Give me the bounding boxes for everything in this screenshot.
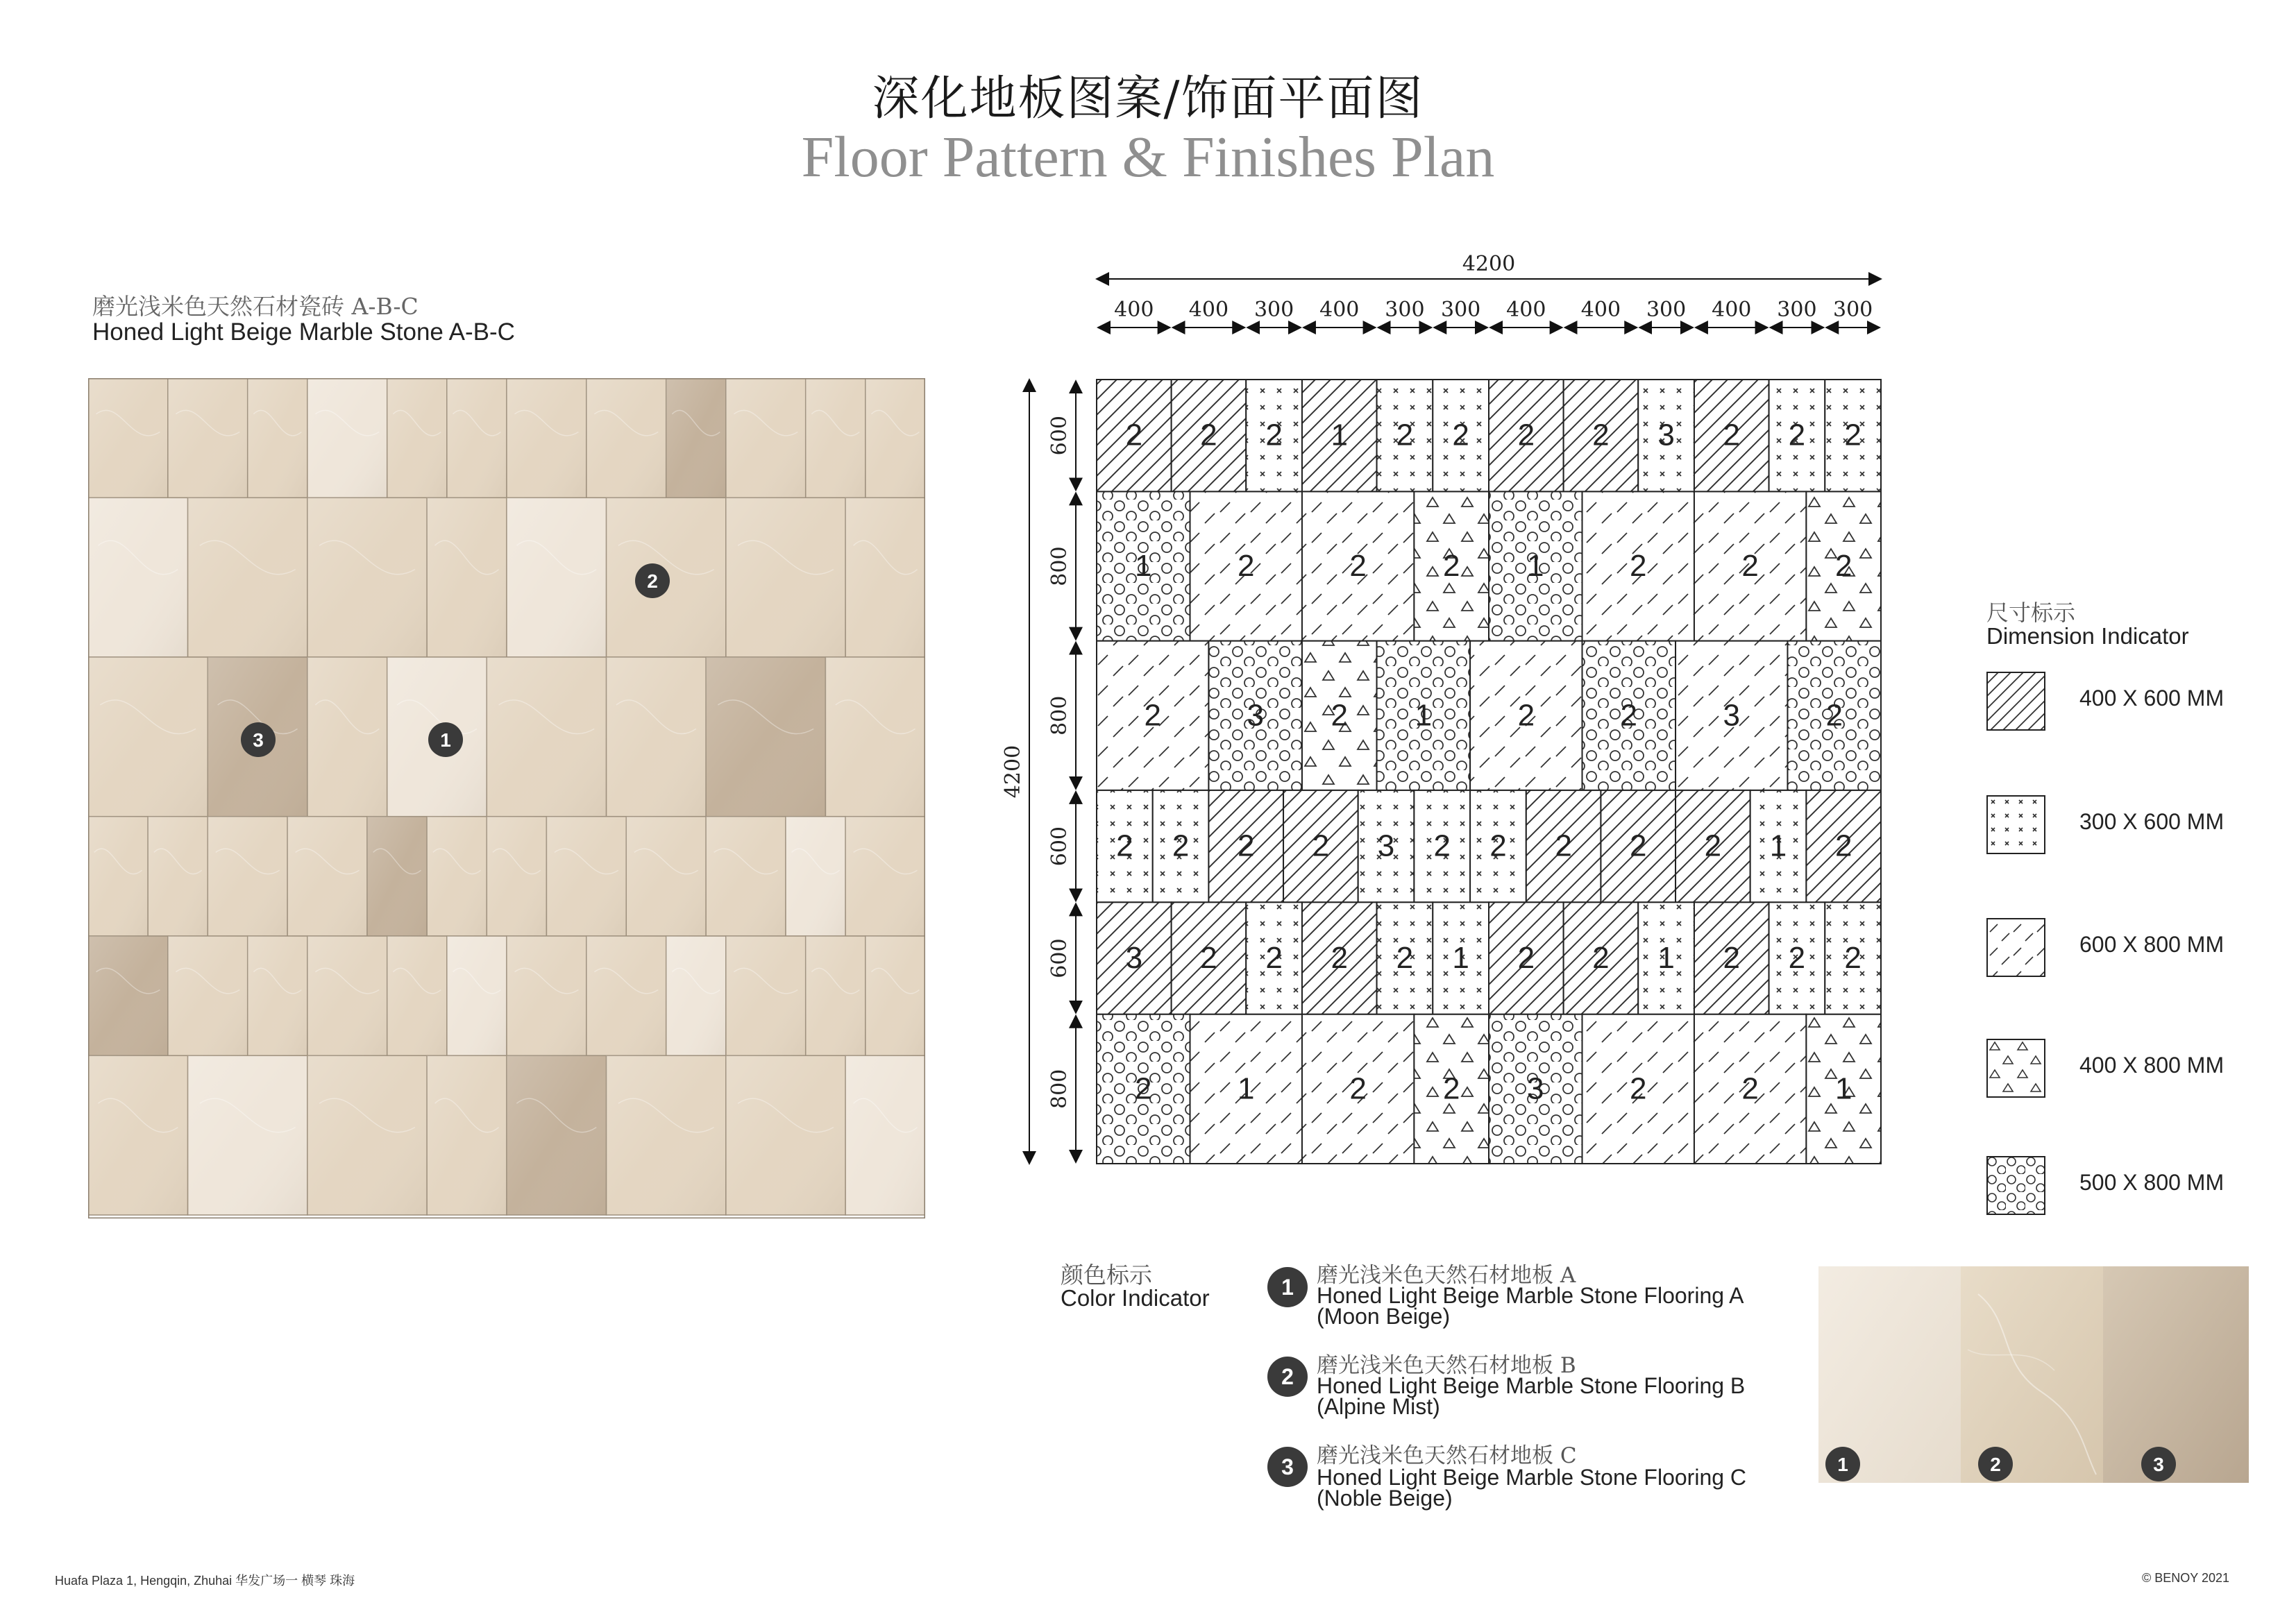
svg-text:3: 3 — [2153, 1454, 2164, 1475]
svg-text:2: 2 — [1990, 1454, 2001, 1475]
marble-tile-sheen — [88, 1055, 188, 1215]
marble-tile-sheen — [546, 817, 626, 936]
tile-number: 2 — [1592, 941, 1610, 976]
page-title-cn: 深化地板图案/饰面平面图 — [872, 71, 1424, 126]
row-dim-label-4: 600 — [1047, 826, 1072, 867]
dimension-indicator-title-cn: 尺寸标示 — [1986, 600, 2076, 626]
marble-tile-sheen — [427, 817, 487, 936]
marble-tile-sheen — [307, 378, 387, 498]
marker-2[interactable] — [635, 563, 670, 598]
left-panel-title-en: Honed Light Beige Marble Stone A-B-C — [92, 318, 515, 346]
sample-3-badge — [2141, 1447, 2176, 1481]
tile-number: 1 — [1834, 1071, 1852, 1106]
footer-copyright: © BENOY 2021 — [2142, 1571, 2229, 1585]
color-indicator-title-en: Color Indicator — [1061, 1285, 1210, 1311]
marble-tiles — [88, 378, 925, 1218]
legend-swatch-500x800 — [1986, 1156, 2045, 1215]
marker-3-label: 3 — [253, 729, 264, 751]
tile-number: 2 — [1629, 1071, 1647, 1106]
marble-tile-sheen — [666, 378, 726, 498]
tile-number: 2 — [1704, 829, 1722, 863]
tile-number: 3 — [1657, 418, 1675, 452]
legend-swatch-600x800 — [1986, 918, 2045, 977]
footer-project-name: Huafa Plaza 1, Hengqin, Zhuhai 华发广场一 横琴 珠海 — [55, 1574, 355, 1588]
tile-number: 2 — [1442, 549, 1460, 584]
tile-number: 2 — [1442, 1071, 1460, 1106]
marble-tile-sheen — [307, 936, 387, 1055]
marble-tile-sheen — [786, 817, 845, 936]
marble-tile-sheen — [307, 498, 427, 657]
marble-tile-sheen — [845, 498, 925, 657]
tile-number: 2 — [1834, 829, 1852, 863]
tile-number: 2 — [1489, 829, 1507, 863]
tile-number: 2 — [1396, 941, 1414, 976]
marble-tile-sheen — [168, 936, 248, 1055]
legend-label-300x600: 300 X 600 MM — [2079, 809, 2225, 834]
material-2-badge: 2 — [1267, 1357, 1308, 1397]
tile-number: 2 — [1555, 829, 1572, 863]
material-3-name-cn: 磨光浅米色天然石材地板 C — [1317, 1443, 1577, 1468]
marble-tile-sheen — [866, 378, 925, 498]
marble-tile-sheen — [148, 817, 208, 936]
tile-number: 2 — [1517, 941, 1535, 976]
marble-tile-sheen — [387, 378, 447, 498]
marble-tile-sheen — [706, 657, 825, 817]
marble-tile-sheen — [507, 378, 586, 498]
tile-number: 1 — [1769, 829, 1787, 863]
svg-text:1: 1 — [1837, 1454, 1848, 1475]
marble-tile-sheen — [447, 936, 507, 1055]
tile-number: 2 — [1265, 418, 1283, 452]
legend-swatch-400x800 — [1986, 1039, 2045, 1098]
column-dim-label-6: 300 — [1441, 298, 1481, 322]
marble-tile-sheen — [487, 657, 606, 817]
tile-number: 2 — [1629, 829, 1647, 863]
marble-photo-plan — [88, 378, 925, 1218]
tile-number: 1 — [1527, 549, 1544, 584]
tile-number: 2 — [1125, 418, 1143, 452]
tile-number: 2 — [1844, 941, 1862, 976]
marble-tile-sheen — [487, 817, 546, 936]
tile-number: 2 — [1331, 698, 1349, 733]
tile-number: 2 — [1741, 549, 1759, 584]
tile-number: 2 — [1517, 418, 1535, 452]
marble-tile-sheen — [248, 378, 307, 498]
material-3-badge: 3 — [1267, 1447, 1308, 1487]
overall-width-label: 4200 — [1462, 252, 1516, 276]
marble-tile-sheen — [845, 1055, 925, 1215]
tile-number: 2 — [1834, 549, 1852, 584]
marble-tile-sheen — [507, 936, 586, 1055]
marble-tile-sheen — [726, 498, 845, 657]
tile-number: 3 — [1377, 829, 1395, 863]
legend-swatch-300x600 — [1986, 795, 2045, 854]
legend-label-500x800: 500 X 800 MM — [2079, 1170, 2225, 1195]
tile-number: 2 — [1825, 698, 1843, 733]
tile-number: 2 — [1144, 698, 1161, 733]
marble-tile-sheen — [248, 936, 307, 1055]
tile-number: 1 — [1415, 698, 1433, 733]
marble-tile-sheen — [88, 817, 148, 936]
tile-number: 2 — [1723, 941, 1741, 976]
row-dim-label-5: 600 — [1047, 938, 1072, 978]
column-dim-label-12: 300 — [1833, 298, 1873, 322]
tile-number: 2 — [1517, 698, 1535, 733]
tile-number: 2 — [1172, 829, 1190, 863]
marble-tile-sheen — [447, 378, 507, 498]
tile-number: 2 — [1629, 549, 1647, 584]
tile-number: 2 — [1396, 418, 1414, 452]
sample-3-swatch — [2103, 1266, 2249, 1483]
marble-tile-sheen — [806, 378, 866, 498]
tile-number: 3 — [1723, 698, 1741, 733]
tile-number: 2 — [1312, 829, 1330, 863]
left-panel-title-cn: 磨光浅米色天然石材瓷砖 A-B-C — [92, 293, 419, 320]
legend-swatch-400x600 — [1986, 672, 2045, 731]
tile-number: 2 — [1237, 549, 1255, 584]
marble-tile-sheen — [825, 657, 925, 817]
marble-tile-sheen — [586, 936, 666, 1055]
tile-number: 2 — [1265, 941, 1283, 976]
marble-tile-sheen — [88, 657, 208, 817]
marble-tile-sheen — [88, 378, 168, 498]
marker-2-label: 2 — [647, 570, 658, 592]
tile-number: 2 — [1349, 549, 1367, 584]
column-dim-label-9: 300 — [1646, 298, 1687, 322]
row-dim-label-1: 600 — [1047, 416, 1072, 456]
dimension-indicator-title-en: Dimension Indicator — [1986, 623, 2189, 649]
material-1-name-en: Honed Light Beige Marble Stone Flooring A — [1317, 1283, 1744, 1308]
column-dim-label-1: 400 — [1114, 298, 1154, 322]
column-dim-label-3: 300 — [1253, 298, 1294, 322]
tile-number: 2 — [1844, 418, 1862, 452]
marble-tile-sheen — [188, 1055, 307, 1215]
floor-pattern-plan — [972, 250, 1943, 1235]
pattern-tiles — [1097, 380, 1881, 1164]
legend-label-400x600: 400 X 600 MM — [2079, 686, 2225, 711]
marble-tile-sheen — [726, 936, 806, 1055]
tile-number: 2 — [1620, 698, 1638, 733]
tile-number: 2 — [1200, 941, 1217, 976]
marble-tile-sheen — [607, 657, 707, 817]
tile-number: 3 — [1125, 941, 1143, 976]
marble-tile-sheen — [507, 498, 607, 657]
marble-tile-sheen — [586, 378, 666, 498]
tile-number: 3 — [1527, 1071, 1544, 1106]
marble-tile-sheen — [287, 817, 367, 936]
marble-tile-sheen — [188, 498, 307, 657]
marker-3[interactable] — [241, 722, 276, 757]
marble-tile-sheen — [845, 817, 925, 936]
material-1-badge: 1 — [1267, 1267, 1308, 1307]
marble-tile-sheen — [88, 936, 168, 1055]
row-dim-label-2: 800 — [1047, 546, 1072, 586]
tile-number: 2 — [1723, 418, 1741, 452]
material-1-stone-name: (Moon Beige) — [1317, 1304, 1451, 1329]
tile-number: 2 — [1741, 1071, 1759, 1106]
row-dim-label-3: 800 — [1047, 695, 1072, 736]
material-2-stone-name: (Alpine Mist) — [1317, 1394, 1440, 1419]
marble-tile-sheen — [626, 817, 706, 936]
marble-tile-sheen — [168, 378, 248, 498]
page-title-en: Floor Pattern & Finishes Plan — [801, 125, 1495, 189]
marble-tile-sheen — [427, 498, 507, 657]
color-indicator-title-cn: 颜色标示 — [1061, 1261, 1152, 1289]
tile-number: 2 — [1433, 829, 1451, 863]
marble-tile-sheen — [427, 1055, 507, 1215]
marble-tile-sheen — [387, 936, 447, 1055]
tile-number: 2 — [1788, 418, 1806, 452]
tile-number: 1 — [1657, 941, 1675, 976]
marble-tile-sheen — [706, 817, 786, 936]
marble-tile-sheen — [866, 936, 925, 1055]
tile-number: 3 — [1247, 698, 1264, 733]
marble-tile-sheen — [507, 1055, 607, 1215]
marble-tile-sheen — [726, 1055, 845, 1215]
sample-2-swatch — [1961, 1266, 2103, 1483]
tile-number: 2 — [1237, 829, 1255, 863]
marble-tile-sheen — [607, 1055, 726, 1215]
tile-number: 1 — [1135, 549, 1152, 584]
material-2-name-en: Honed Light Beige Marble Stone Flooring B — [1317, 1373, 1746, 1398]
legend-label-400x800: 400 X 800 MM — [2079, 1053, 2225, 1078]
column-dim-label-11: 300 — [1777, 298, 1817, 322]
marker-1[interactable] — [428, 722, 463, 757]
column-dim-label-10: 400 — [1712, 298, 1752, 322]
legend-label-600x800: 600 X 800 MM — [2079, 932, 2225, 957]
column-dim-label-7: 400 — [1506, 298, 1546, 322]
tile-number: 1 — [1452, 941, 1469, 976]
tile-number: 2 — [1331, 941, 1349, 976]
sample-1-badge — [1825, 1447, 1860, 1481]
material-3-name-en: Honed Light Beige Marble Stone Flooring C — [1317, 1465, 1747, 1490]
marble-tile-sheen — [307, 1055, 427, 1215]
tile-number: 1 — [1237, 1071, 1255, 1106]
tile-number: 2 — [1200, 418, 1217, 452]
stone-samples — [1818, 1266, 2249, 1483]
column-dim-label-5: 300 — [1385, 298, 1425, 322]
marble-tile-sheen — [307, 657, 387, 817]
tile-number: 2 — [1116, 829, 1133, 863]
marker-1-label: 1 — [440, 729, 451, 751]
marble-tile-sheen — [367, 817, 427, 936]
material-3-stone-name: (Noble Beige) — [1317, 1486, 1453, 1511]
marble-tile-sheen — [208, 817, 287, 936]
overall-height-label: 4200 — [1001, 745, 1025, 799]
column-dim-label-8: 400 — [1580, 298, 1621, 322]
sample-2-badge — [1978, 1447, 2013, 1481]
marble-tile-sheen — [806, 936, 866, 1055]
marble-tile-sheen — [88, 498, 188, 657]
column-dim-label-2: 400 — [1188, 298, 1229, 322]
material-2-name-cn: 磨光浅米色天然石材地板 B — [1317, 1353, 1576, 1378]
tile-number: 2 — [1592, 418, 1610, 452]
marble-tile-sheen — [726, 378, 806, 498]
tile-number: 2 — [1135, 1071, 1152, 1106]
tile-number: 1 — [1331, 418, 1349, 452]
row-dim-label-6: 800 — [1047, 1069, 1072, 1110]
material-1-name-cn: 磨光浅米色天然石材地板 A — [1317, 1263, 1576, 1288]
marble-tile-sheen — [666, 936, 726, 1055]
tile-number: 2 — [1452, 418, 1469, 452]
tile-number: 2 — [1349, 1071, 1367, 1106]
tile-number: 2 — [1788, 941, 1806, 976]
column-dim-label-4: 400 — [1319, 298, 1360, 322]
